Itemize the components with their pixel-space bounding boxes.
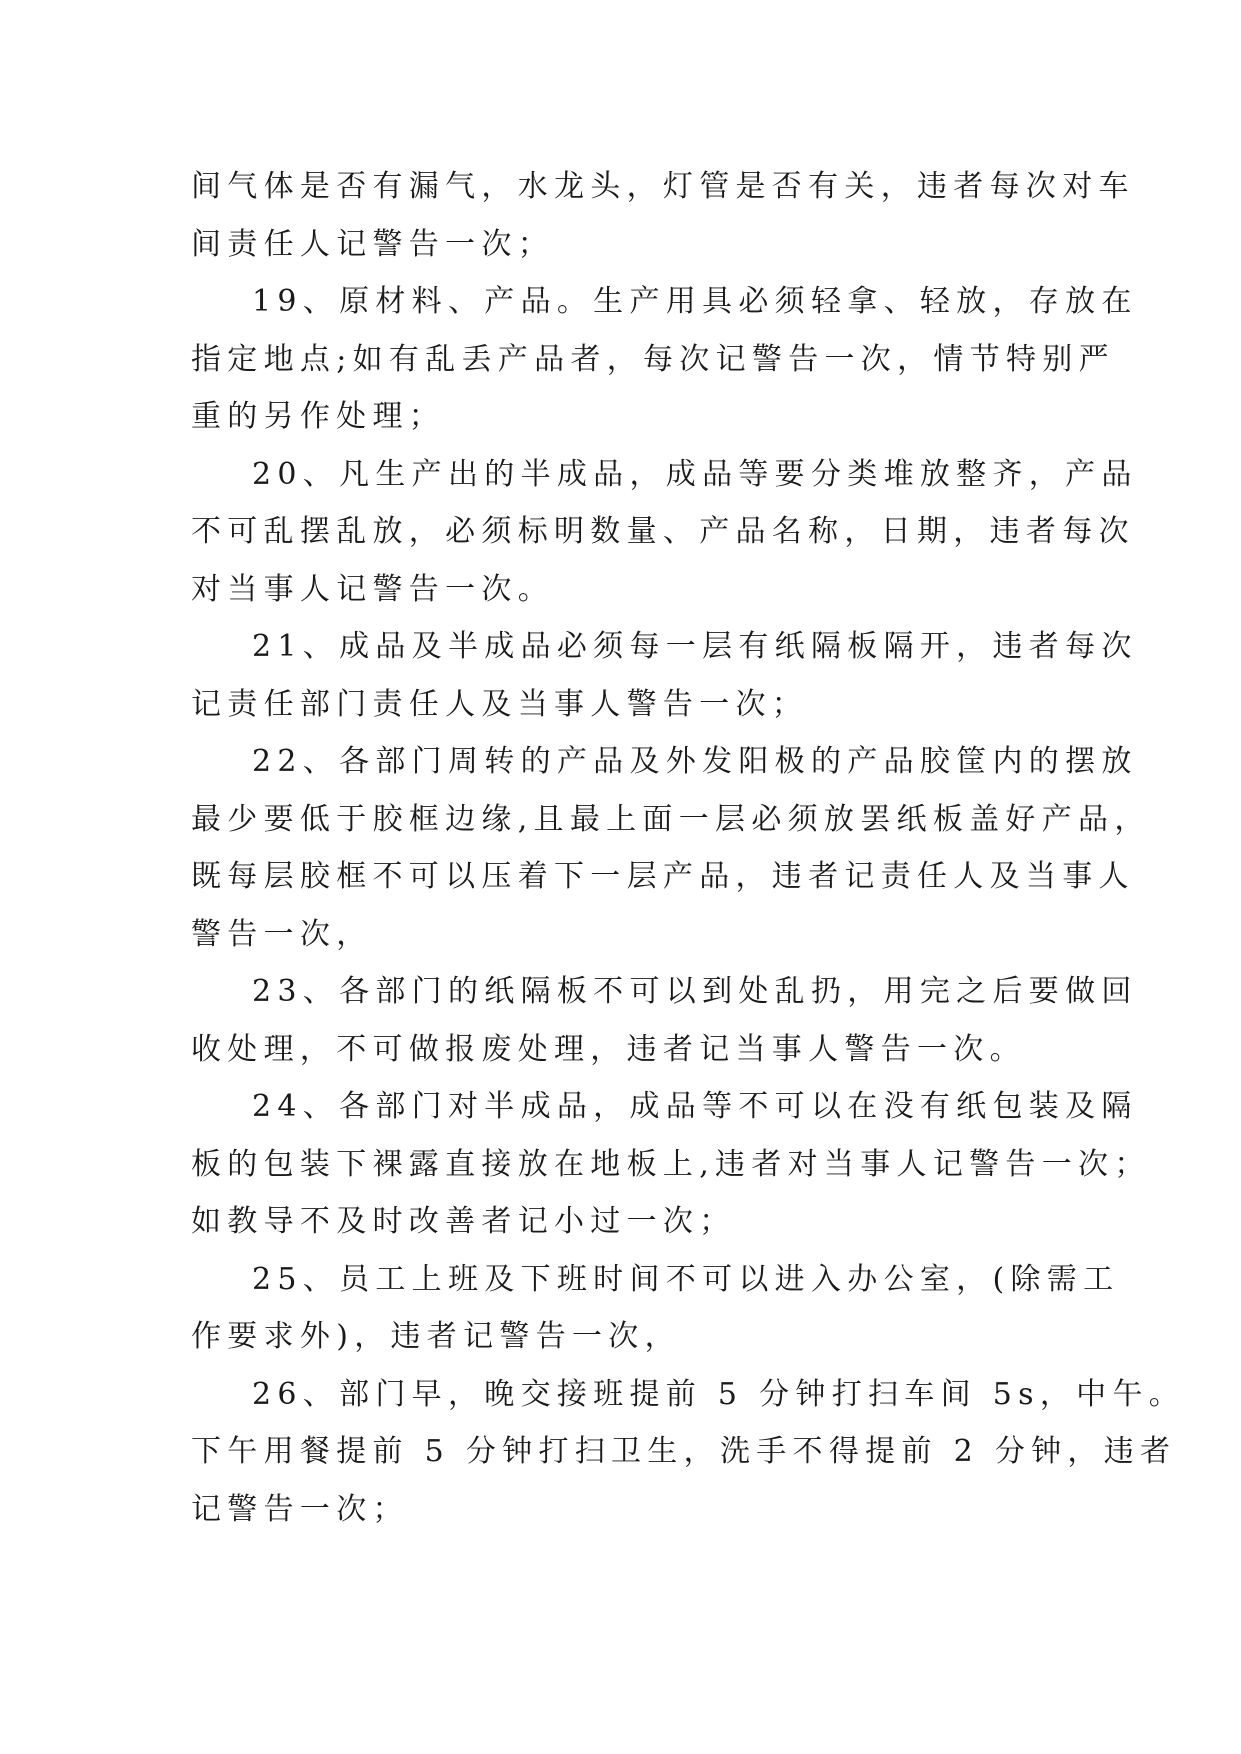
paragraph-item-19 xyxy=(191,273,1138,446)
text-line: 下午用餐提前 5 分钟打扫卫生，洗手不得提前 2 分钟，违者 xyxy=(191,1434,1177,1469)
text-line: 最少要低于胶框边缘,且最上面一层必须放罢纸板盖好产品， xyxy=(191,801,1151,837)
paragraph-item-23 xyxy=(191,963,1138,1078)
text-line: 间责任人记警告一次； xyxy=(191,226,554,262)
text-line: 23、各部门的纸隔板不可以到处乱扔，用完之后要做回 xyxy=(252,974,1138,1009)
text-line: 26、部门早，晚交接班提前 5 分钟打扫车间 5s，中午。 xyxy=(252,1376,1186,1412)
text-line: 作要求外)，违者记警告一次， xyxy=(191,1319,681,1354)
paragraph-item-26 xyxy=(191,1366,1186,1539)
paragraph-item-25 xyxy=(191,1251,1120,1366)
text-line: 收处理，不可做报废处理，违者记当事人警告一次。 xyxy=(191,1031,1026,1067)
text-line: 警告一次， xyxy=(191,916,373,952)
text-line: 指定地点;如有乱丢产品者，每次记警告一次，情节特别严 xyxy=(191,341,1115,377)
text-line: 对当事人记警告一次。 xyxy=(191,571,554,607)
paragraph-item-22 xyxy=(191,733,1151,963)
text-line: 24、各部门对半成品，成品等不可以在没有纸包装及隔 xyxy=(252,1089,1138,1124)
document-body xyxy=(191,158,1186,1538)
text-line: 记警告一次； xyxy=(191,1491,409,1527)
paragraph-item-24 xyxy=(191,1078,1151,1251)
text-line: 记责任部门责任人及当事人警告一次； xyxy=(191,686,809,722)
text-line: 19、原材料、产品。生产用具必须轻拿、轻放，存放在 xyxy=(252,284,1138,319)
paragraph-item-21 xyxy=(191,618,1138,733)
text-line: 既每层胶框不可以压着下一层产品，违者记责任人及当事人 xyxy=(191,859,1135,894)
text-line: 间气体是否有漏气，水龙头，灯管是否有关，违者每次对车 xyxy=(191,169,1135,204)
text-line: 21、成品及半成品必须每一层有纸隔板隔开，违者每次 xyxy=(252,629,1138,664)
text-line: 20、凡生产出的半成品，成品等要分类堆放整齐，产品 xyxy=(252,456,1138,492)
paragraph-continued xyxy=(191,158,1135,273)
text-line: 板的包装下裸露直接放在地板上,违者对当事人记警告一次； xyxy=(191,1146,1151,1182)
text-line: 25、员工上班及下班时间不可以进入办公室，(除需工 xyxy=(252,1261,1120,1297)
text-line: 重的另作处理； xyxy=(191,399,446,434)
paragraph-item-20 xyxy=(191,446,1138,619)
text-line: 22、各部门周转的产品及外发阳极的产品胶筐内的摆放 xyxy=(252,744,1138,779)
text-line: 不可乱摆乱放，必须标明数量、产品名称，日期，违者每次 xyxy=(191,514,1135,549)
text-line: 如教导不及时改善者记小过一次； xyxy=(191,1204,736,1239)
